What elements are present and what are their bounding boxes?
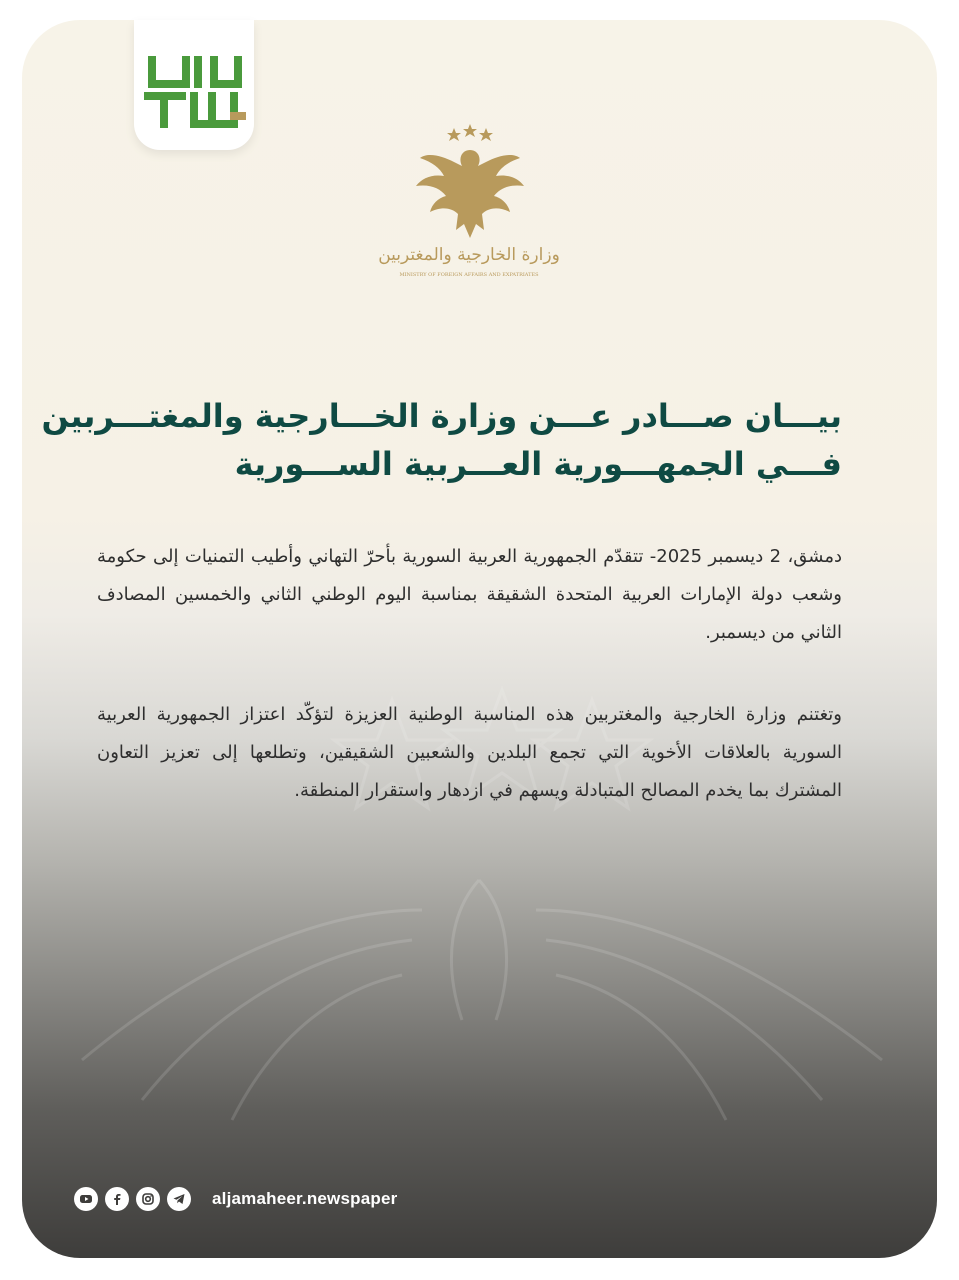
headline-line-1: بيـــان صـــادر عـــن وزارة الخـــارجية والمغتـــربين bbox=[41, 397, 842, 435]
instagram-icon[interactable] bbox=[136, 1187, 160, 1211]
emblem-arabic-caption: وزارة الخارجية والمغتربين bbox=[378, 245, 560, 265]
headline-line-2: فـــي الجمهـــورية العـــربية الســـورية bbox=[234, 445, 842, 483]
social-links bbox=[74, 1184, 397, 1214]
newspaper-logo bbox=[134, 20, 254, 150]
statement-paragraph-1: دمشق، 2 ديسمبر 2025- تتقدّم الجمهورية العربية السورية بأحرّ التهاني وأطيب التمنيات إلى حكومة وشعب دولة الإمارات العربية المتحدة الشقيقة بمناسبة اليوم الوطني الثاني والخمسين المصادف الثاني من ديسمبر. bbox=[97, 546, 842, 643]
emblem-english-caption: MINISTRY OF FOREIGN AFFAIRS AND EXPATRIATES bbox=[399, 272, 539, 278]
statement-card bbox=[22, 20, 937, 1258]
statement-paragraph-2: وتغتنم وزارة الخارجية والمغتربين هذه المناسبة الوطنية العزيزة لتؤكّد اعتزاز الجمهورية العربية السورية بالعلاقات الأخوية التي تجمع البلدين والشعبين الشقيقين، وتطلعها إلى تعزيز التعاون المشترك بما يخدم المصالح المتبادلة ويسهم في ازدهار واستقرار المنطقة. bbox=[97, 704, 842, 801]
page-title bbox=[41, 392, 842, 488]
jamaheer-logo-icon bbox=[142, 54, 246, 128]
facebook-icon[interactable] bbox=[105, 1187, 129, 1211]
youtube-icon[interactable] bbox=[74, 1187, 98, 1211]
telegram-icon[interactable] bbox=[167, 1187, 191, 1211]
social-handle[interactable]: aljamaheer.newspaper bbox=[212, 1189, 398, 1208]
eagle-watermark-icon bbox=[22, 580, 937, 1140]
ministry-eagle-emblem bbox=[378, 120, 560, 280]
